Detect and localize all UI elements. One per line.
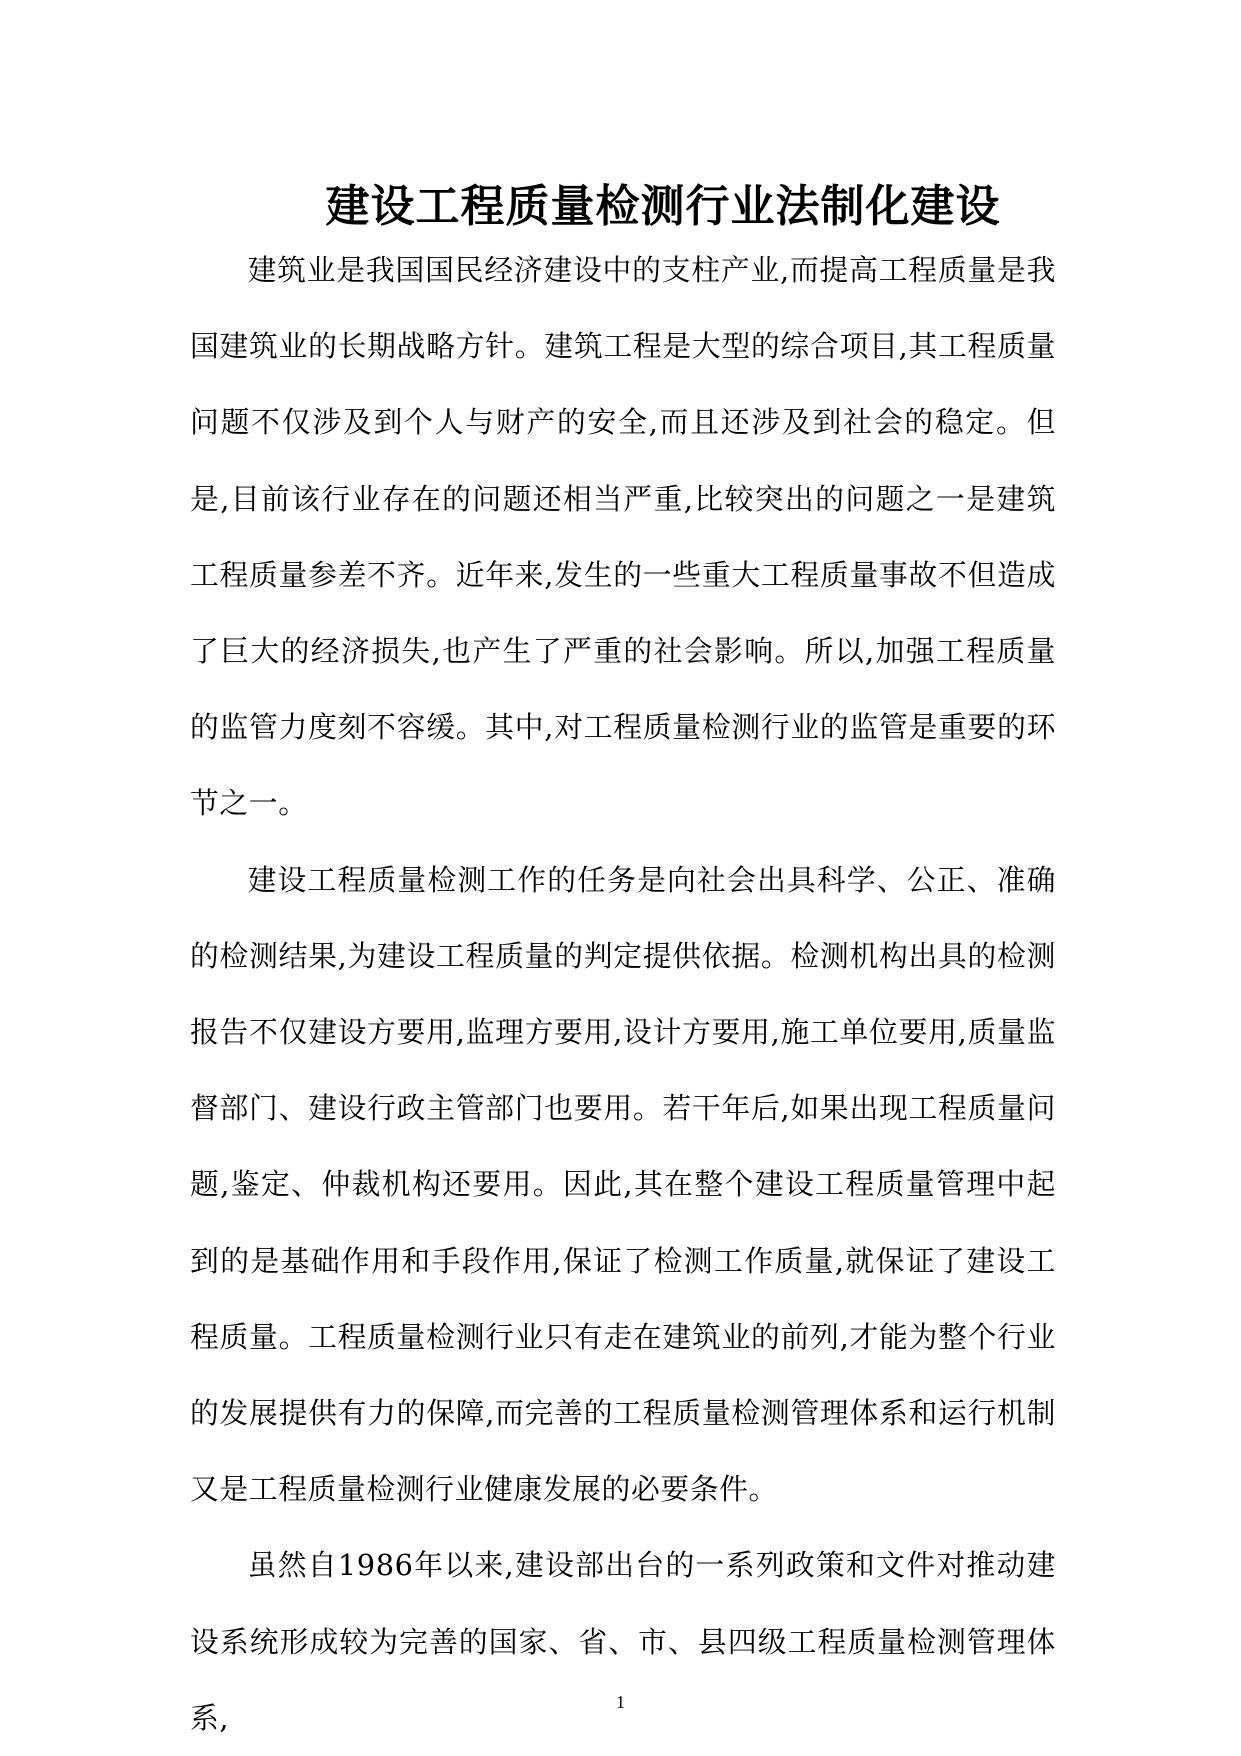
paragraph-3: 虽然自1986年以来,建设部出台的一系列政策和文件对推动建设系统形成较为完善的国家、省、市、县四级工程质量检测管理体系,: [190, 1548, 1056, 1735]
document-body: [190, 232, 1056, 1756]
page-number: 1: [616, 1692, 625, 1712]
paragraph-1: 建筑业是我国国民经济建设中的支柱产业,而提高工程质量是我国建筑业的长期战略方针。建筑工程是大型的综合项目,其工程质量问题不仅涉及到个人与财产的安全,而且还涉及到社会的稳定。但是,目前该行业存在的问题还相当严重,比较突出的问题之一是建筑工程质量参差不齐。近年来,发生的一些重大工程质量事故不但造成了巨大的经济损失,也产生了严重的社会影响。所以,加强工程质量的监管力度刻不容缓。其中,对工程质量检测行业的监管是重要的环节之一。: [190, 253, 1056, 821]
document-title: 建设工程质量检测行业法制化建设: [325, 181, 1001, 233]
paragraph-2: 建设工程质量检测工作的任务是向社会出具科学、公正、准确的检测结果,为建设工程质量的判定提供依据。检测机构出具的检测报告不仅建设方要用,监理方要用,设计方要用,施工单位要用,质量监督部门、建设行政主管部门也要用。若干年后,如果出现工程质量问题,鉴定、仲裁机构还要用。因此,其在整个建设工程质量管理中起到的是基础作用和手段作用,保证了检测工作质量,就保证了建设工程质量。工程质量检测行业只有走在建筑业的前列,才能为整个行业的发展提供有力的保障,而完善的工程质量检测管理体系和运行机制又是工程质量检测行业健康发展的必要条件。: [190, 862, 1056, 1507]
